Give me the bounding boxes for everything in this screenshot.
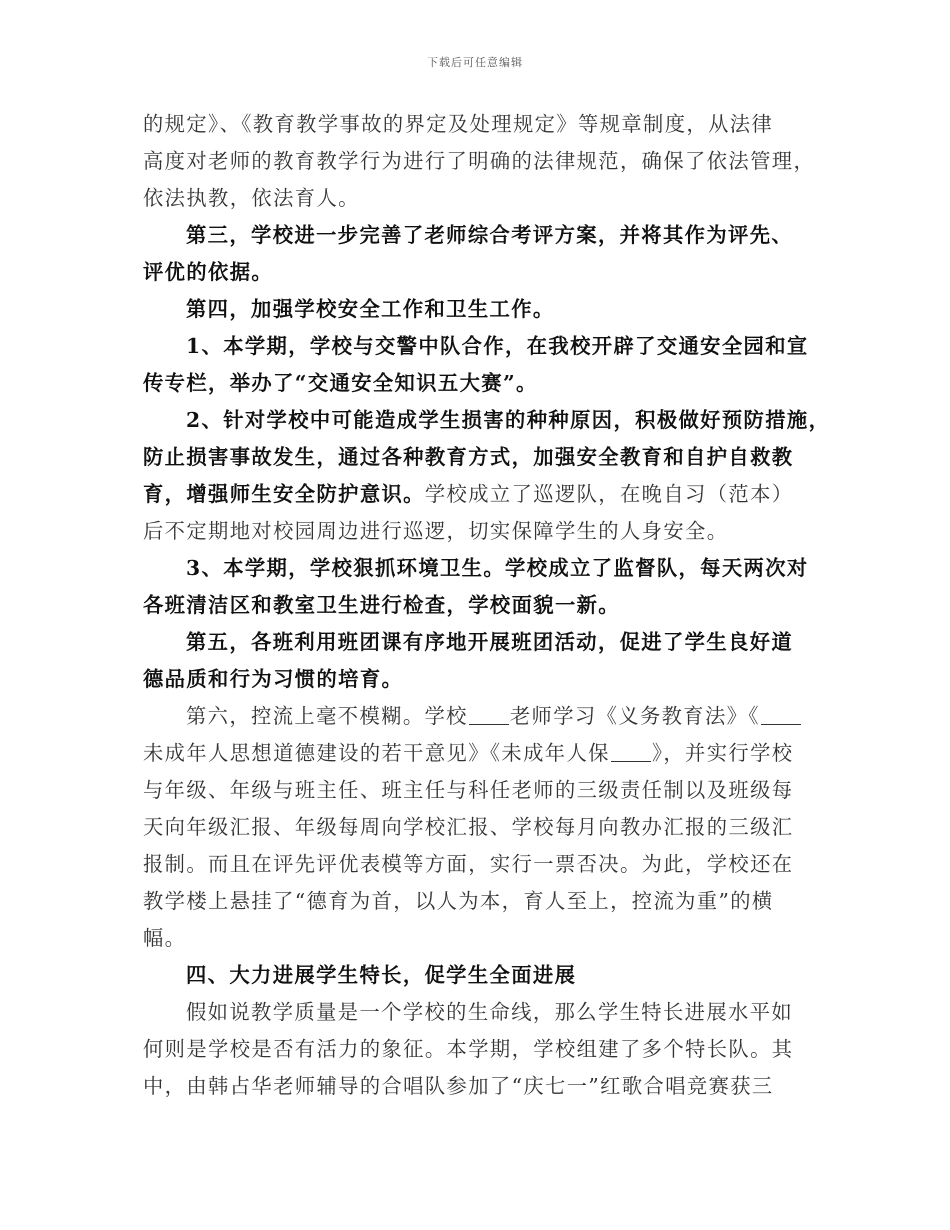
fill-blank — [761, 702, 801, 725]
text-line: 3、本学期，学校狠抓环境卫生。学校成立了监督队，每天两次对 — [186, 556, 809, 580]
page-header: 下载后可任意编辑 — [427, 56, 523, 69]
text-segment: 老师学习《义务教育法》《 — [509, 704, 760, 728]
text-line: 1、本学期，学校与交警中队合作，在我校开辟了交通安全园和宣 — [186, 334, 809, 358]
text-line: 的规定》、《教育教学事故的界定及处理规定》等规章制度，从法律 — [143, 112, 774, 136]
text-line: 报制。而且在评先评优表模等方面，实行一票否决。为此，学校还在 — [143, 852, 794, 876]
text-line: 后不定期地对校园周边进行巡逻，切实保障学生的人身安全。 — [143, 519, 729, 543]
text-line: 幅。 — [143, 926, 187, 950]
text-segment: 第六，控流上毫不模糊。学校 — [186, 704, 468, 728]
text-line: 第五，各班利用班团课有序地开展班团活动，促进了学生良好道 — [186, 630, 794, 654]
text-line: 依法执教，依法育人。 — [143, 186, 360, 210]
text-line: 何则是学校是否有活力的象征。本学期，学校组建了多个特长队。其 — [143, 1037, 794, 1061]
text-line: 中，由韩占华老师辅导的合唱队参加了“庆七一”红歌合唱竞赛获三 — [143, 1074, 774, 1098]
text-line: 德品质和行为习惯的培育。 — [143, 667, 404, 691]
text-line — [143, 476, 813, 513]
document-body — [143, 106, 831, 1105]
text-segment: 未成年人思想道德建设的若干意见》《未成年人保 — [143, 741, 610, 765]
text-line: 假如说教学质量是一个学校的生命线，那么学生特长进展水平如 — [186, 1000, 794, 1024]
text-line: 与年级、年级与班主任、班主任与科任老师的三级责任制以及班级每 — [143, 778, 794, 802]
text-line: 防止损害事故发生，通过各种教育方式，加强安全教育和自护自救教 — [143, 445, 794, 469]
text-line: 2、针对学校中可能造成学生损害的种种原因，积极做好预防措施， — [186, 408, 831, 432]
text-line: 传专栏，举办了“交通安全知识五大赛”。 — [143, 371, 538, 395]
text-line: 各班清洁区和教室卫生进行检查，学校面貌一新。 — [143, 593, 620, 617]
text-line — [143, 698, 813, 735]
fill-blank — [469, 702, 509, 725]
text-segment: 》，并实行学校 — [651, 741, 794, 765]
section-heading: 四、大力进展学生特长，促学生全面进展 — [186, 963, 577, 987]
text-line: 第四，加强学校安全工作和卫生工作。 — [186, 297, 555, 321]
text-line: 第三，学校进一步完善了老师综合考评方案，并将其作为评先、 — [186, 223, 794, 247]
text-line: 评优的依据。 — [143, 260, 274, 284]
text-line: 教学楼上悬挂了“德育为首，以人为本，育人至上，控流为重”的横 — [143, 889, 774, 913]
text-line — [143, 735, 813, 772]
text-line: 天向年级汇报、年级每周向学校汇报、学校每月向教办汇报的三级汇 — [143, 815, 794, 839]
fill-blank — [611, 739, 651, 762]
bold-segment: 育，增强师生安全防护意识。 — [143, 482, 425, 506]
text-line: 高度对老师的教育教学行为进行了明确的法律规范，确保了依法管理， — [143, 149, 816, 173]
regular-segment: 学校成立了巡逻队，在晚自习（范本） — [424, 482, 794, 506]
